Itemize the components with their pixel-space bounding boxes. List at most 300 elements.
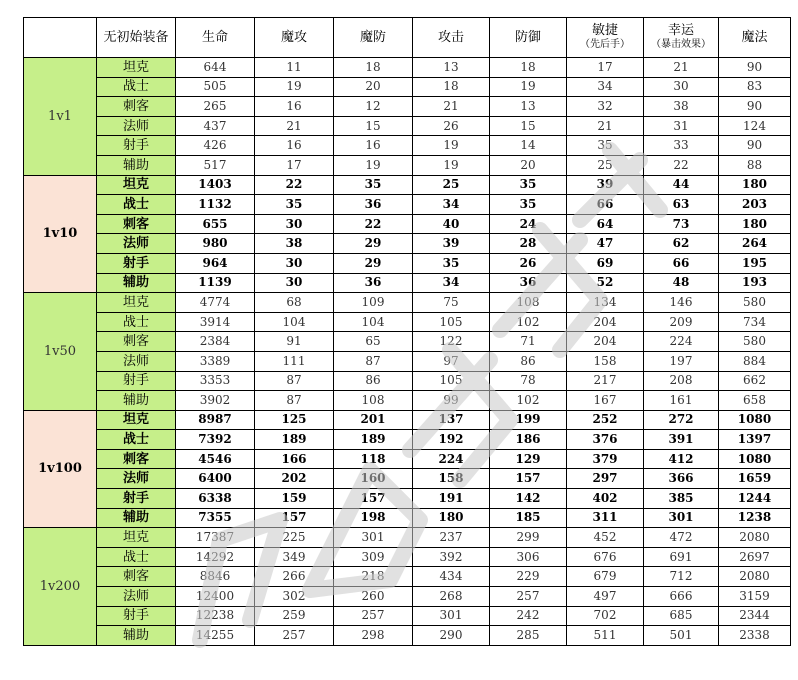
stat-cell: 195 bbox=[719, 253, 791, 273]
stat-cell: 18 bbox=[413, 77, 490, 97]
stat-cell: 189 bbox=[334, 430, 413, 450]
stat-cell: 16 bbox=[255, 136, 334, 156]
stat-cell: 18 bbox=[490, 58, 567, 78]
stat-cell: 497 bbox=[567, 587, 644, 607]
role-cell: 坦克 bbox=[97, 410, 176, 430]
stat-cell: 35 bbox=[255, 195, 334, 215]
table-row bbox=[24, 626, 791, 646]
stat-cell: 86 bbox=[334, 371, 413, 391]
stat-cell: 218 bbox=[334, 567, 413, 587]
table-row bbox=[24, 253, 791, 273]
stat-cell: 702 bbox=[567, 606, 644, 626]
stat-cell: 1080 bbox=[719, 449, 791, 469]
col-header-mana bbox=[719, 18, 791, 58]
stat-cell: 265 bbox=[176, 97, 255, 117]
stat-cell: 237 bbox=[413, 528, 490, 548]
role-cell: 法师 bbox=[97, 234, 176, 254]
level-cell: 1v100 bbox=[24, 410, 97, 528]
table-row bbox=[24, 293, 791, 313]
stat-cell: 26 bbox=[413, 116, 490, 136]
stat-cell: 472 bbox=[644, 528, 719, 548]
stat-cell: 15 bbox=[334, 116, 413, 136]
stat-cell: 2338 bbox=[719, 626, 791, 646]
stat-cell: 391 bbox=[644, 430, 719, 450]
stat-cell: 161 bbox=[644, 391, 719, 411]
stat-cell: 102 bbox=[490, 312, 567, 332]
stat-cell: 13 bbox=[490, 97, 567, 117]
role-column-header: 无初始装备 bbox=[97, 18, 176, 58]
stat-cell: 16 bbox=[334, 136, 413, 156]
stat-cell: 31 bbox=[644, 116, 719, 136]
stat-cell: 266 bbox=[255, 567, 334, 587]
stat-cell: 2080 bbox=[719, 528, 791, 548]
stat-cell: 21 bbox=[413, 97, 490, 117]
role-cell: 辅助 bbox=[97, 391, 176, 411]
stat-cell: 30 bbox=[644, 77, 719, 97]
stat-cell: 14 bbox=[490, 136, 567, 156]
stat-cell: 167 bbox=[567, 391, 644, 411]
stat-cell: 189 bbox=[255, 430, 334, 450]
stat-cell: 118 bbox=[334, 449, 413, 469]
stat-cell: 8846 bbox=[176, 567, 255, 587]
stat-cell: 1132 bbox=[176, 195, 255, 215]
stat-cell: 111 bbox=[255, 351, 334, 371]
col-header-sub: （暴击效果） bbox=[651, 39, 711, 50]
stat-cell: 192 bbox=[413, 430, 490, 450]
table-row bbox=[24, 332, 791, 352]
stat-cell: 19 bbox=[413, 136, 490, 156]
stat-cell: 22 bbox=[644, 155, 719, 175]
stat-cell: 17 bbox=[255, 155, 334, 175]
stat-cell: 66 bbox=[644, 253, 719, 273]
stat-cell: 180 bbox=[719, 214, 791, 234]
stat-cell: 158 bbox=[413, 469, 490, 489]
col-header-label: 防御 bbox=[514, 29, 541, 45]
col-header-label: 魔法 bbox=[741, 29, 768, 45]
stat-cell: 7355 bbox=[176, 508, 255, 528]
stat-cell: 1244 bbox=[719, 489, 791, 509]
stat-cell: 21 bbox=[644, 58, 719, 78]
stat-cell: 186 bbox=[490, 430, 567, 450]
table-row bbox=[24, 195, 791, 215]
stat-cell: 157 bbox=[255, 508, 334, 528]
stat-cell: 349 bbox=[255, 547, 334, 567]
stat-cell: 75 bbox=[413, 293, 490, 313]
stat-cell: 32 bbox=[567, 97, 644, 117]
stat-cell: 91 bbox=[255, 332, 334, 352]
role-cell: 坦克 bbox=[97, 293, 176, 313]
stat-cell: 260 bbox=[334, 587, 413, 607]
stat-cell: 517 bbox=[176, 155, 255, 175]
stat-cell: 18 bbox=[334, 58, 413, 78]
table-row bbox=[24, 410, 791, 430]
stat-cell: 90 bbox=[719, 97, 791, 117]
stat-cell: 21 bbox=[255, 116, 334, 136]
stat-cell: 505 bbox=[176, 77, 255, 97]
stat-cell: 109 bbox=[334, 293, 413, 313]
stat-cell: 644 bbox=[176, 58, 255, 78]
stat-cell: 180 bbox=[413, 508, 490, 528]
stat-cell: 21 bbox=[567, 116, 644, 136]
role-cell: 射手 bbox=[97, 489, 176, 509]
col-header-magic-defense bbox=[334, 18, 413, 58]
stat-cell: 90 bbox=[719, 58, 791, 78]
stat-cell: 285 bbox=[490, 626, 567, 646]
role-cell: 战士 bbox=[97, 547, 176, 567]
stat-cell: 392 bbox=[413, 547, 490, 567]
stat-cell: 20 bbox=[334, 77, 413, 97]
table-row bbox=[24, 77, 791, 97]
table-row bbox=[24, 587, 791, 607]
stat-cell: 209 bbox=[644, 312, 719, 332]
stat-cell: 160 bbox=[334, 469, 413, 489]
col-header-label: 魔防 bbox=[359, 29, 386, 45]
stat-cell: 34 bbox=[567, 77, 644, 97]
role-cell: 战士 bbox=[97, 430, 176, 450]
stat-cell: 22 bbox=[255, 175, 334, 195]
stat-cell: 224 bbox=[413, 449, 490, 469]
stat-cell: 8987 bbox=[176, 410, 255, 430]
stat-cell: 3159 bbox=[719, 587, 791, 607]
stat-cell: 662 bbox=[719, 371, 791, 391]
stat-cell: 298 bbox=[334, 626, 413, 646]
stat-cell: 108 bbox=[334, 391, 413, 411]
stat-cell: 655 bbox=[176, 214, 255, 234]
role-cell: 法师 bbox=[97, 469, 176, 489]
table-row bbox=[24, 606, 791, 626]
table-row bbox=[24, 449, 791, 469]
stat-cell: 259 bbox=[255, 606, 334, 626]
stat-cell: 83 bbox=[719, 77, 791, 97]
stat-cell: 6400 bbox=[176, 469, 255, 489]
stat-cell: 302 bbox=[255, 587, 334, 607]
stat-cell: 412 bbox=[644, 449, 719, 469]
stat-cell: 48 bbox=[644, 273, 719, 293]
stat-cell: 87 bbox=[334, 351, 413, 371]
role-cell: 射手 bbox=[97, 253, 176, 273]
table-row bbox=[24, 175, 791, 195]
stat-cell: 129 bbox=[490, 449, 567, 469]
stat-cell: 22 bbox=[334, 214, 413, 234]
stat-cell: 11 bbox=[255, 58, 334, 78]
role-cell: 射手 bbox=[97, 606, 176, 626]
role-cell: 法师 bbox=[97, 587, 176, 607]
stat-cell: 90 bbox=[719, 136, 791, 156]
stat-cell: 68 bbox=[255, 293, 334, 313]
table-row bbox=[24, 136, 791, 156]
stat-cell: 185 bbox=[490, 508, 567, 528]
table-row bbox=[24, 155, 791, 175]
stat-cell: 437 bbox=[176, 116, 255, 136]
role-cell: 战士 bbox=[97, 312, 176, 332]
stat-cell: 105 bbox=[413, 312, 490, 332]
stat-cell: 434 bbox=[413, 567, 490, 587]
role-cell: 法师 bbox=[97, 351, 176, 371]
stat-cell: 73 bbox=[644, 214, 719, 234]
stat-cell: 201 bbox=[334, 410, 413, 430]
table-row bbox=[24, 214, 791, 234]
stat-cell: 105 bbox=[413, 371, 490, 391]
stat-cell: 191 bbox=[413, 489, 490, 509]
stat-cell: 134 bbox=[567, 293, 644, 313]
stat-cell: 301 bbox=[644, 508, 719, 528]
stat-cell: 1659 bbox=[719, 469, 791, 489]
stat-cell: 28 bbox=[490, 234, 567, 254]
table-row bbox=[24, 430, 791, 450]
table-row bbox=[24, 351, 791, 371]
table-row bbox=[24, 97, 791, 117]
corner-cell bbox=[24, 18, 97, 58]
stat-cell: 137 bbox=[413, 410, 490, 430]
stat-cell: 159 bbox=[255, 489, 334, 509]
col-header-label: 敏捷 bbox=[591, 23, 618, 38]
stat-cell: 47 bbox=[567, 234, 644, 254]
stat-cell: 29 bbox=[334, 234, 413, 254]
stat-cell: 4774 bbox=[176, 293, 255, 313]
col-header-magic-attack bbox=[255, 18, 334, 58]
stat-cell: 691 bbox=[644, 547, 719, 567]
stat-cell: 204 bbox=[567, 332, 644, 352]
stat-cell: 385 bbox=[644, 489, 719, 509]
stat-cell: 4546 bbox=[176, 449, 255, 469]
stat-cell: 35 bbox=[490, 175, 567, 195]
role-cell: 刺客 bbox=[97, 567, 176, 587]
role-cell: 刺客 bbox=[97, 214, 176, 234]
stat-cell: 25 bbox=[567, 155, 644, 175]
col-header-sub: （先后手） bbox=[580, 39, 630, 50]
stat-cell: 66 bbox=[567, 195, 644, 215]
stat-cell: 2344 bbox=[719, 606, 791, 626]
stat-cell: 87 bbox=[255, 391, 334, 411]
role-cell: 辅助 bbox=[97, 273, 176, 293]
stat-cell: 17 bbox=[567, 58, 644, 78]
stat-cell: 125 bbox=[255, 410, 334, 430]
level-cell: 1v200 bbox=[24, 528, 97, 646]
stat-cell: 146 bbox=[644, 293, 719, 313]
stat-cell: 12400 bbox=[176, 587, 255, 607]
role-cell: 战士 bbox=[97, 77, 176, 97]
stat-cell: 225 bbox=[255, 528, 334, 548]
stat-cell: 229 bbox=[490, 567, 567, 587]
col-header-defense bbox=[490, 18, 567, 58]
table-row bbox=[24, 547, 791, 567]
stat-cell: 193 bbox=[719, 273, 791, 293]
col-header-label: 魔攻 bbox=[280, 29, 307, 45]
stat-cell: 1238 bbox=[719, 508, 791, 528]
stat-cell: 35 bbox=[567, 136, 644, 156]
stat-cell: 36 bbox=[334, 273, 413, 293]
role-cell: 射手 bbox=[97, 136, 176, 156]
stat-cell: 16 bbox=[255, 97, 334, 117]
stat-cell: 257 bbox=[490, 587, 567, 607]
stat-cell: 35 bbox=[490, 195, 567, 215]
stats-table bbox=[23, 17, 791, 646]
stat-cell: 376 bbox=[567, 430, 644, 450]
stat-cell: 452 bbox=[567, 528, 644, 548]
stat-cell: 208 bbox=[644, 371, 719, 391]
stat-cell: 12 bbox=[334, 97, 413, 117]
stat-cell: 6338 bbox=[176, 489, 255, 509]
stat-cell: 99 bbox=[413, 391, 490, 411]
stat-cell: 3902 bbox=[176, 391, 255, 411]
stat-cell: 30 bbox=[255, 273, 334, 293]
stat-cell: 64 bbox=[567, 214, 644, 234]
table-row bbox=[24, 312, 791, 332]
stat-cell: 122 bbox=[413, 332, 490, 352]
stat-cell: 36 bbox=[334, 195, 413, 215]
stat-cell: 1139 bbox=[176, 273, 255, 293]
stat-cell: 40 bbox=[413, 214, 490, 234]
stat-cell: 19 bbox=[413, 155, 490, 175]
stat-cell: 52 bbox=[567, 273, 644, 293]
stat-cell: 35 bbox=[334, 175, 413, 195]
stat-cell: 30 bbox=[255, 214, 334, 234]
table-row bbox=[24, 391, 791, 411]
stat-cell: 30 bbox=[255, 253, 334, 273]
stat-cell: 39 bbox=[413, 234, 490, 254]
stat-cell: 104 bbox=[255, 312, 334, 332]
table-row bbox=[24, 273, 791, 293]
stat-cell: 62 bbox=[644, 234, 719, 254]
stat-cell: 2384 bbox=[176, 332, 255, 352]
stat-cell: 36 bbox=[490, 273, 567, 293]
stat-cell: 306 bbox=[490, 547, 567, 567]
stat-cell: 264 bbox=[719, 234, 791, 254]
table-header bbox=[24, 18, 791, 58]
stat-cell: 257 bbox=[334, 606, 413, 626]
table-row bbox=[24, 234, 791, 254]
stat-cell: 1397 bbox=[719, 430, 791, 450]
stat-cell: 301 bbox=[334, 528, 413, 548]
stat-cell: 15 bbox=[490, 116, 567, 136]
col-header-agility bbox=[567, 18, 644, 58]
stat-cell: 65 bbox=[334, 332, 413, 352]
stat-cell: 78 bbox=[490, 371, 567, 391]
stat-cell: 180 bbox=[719, 175, 791, 195]
stat-cell: 19 bbox=[255, 77, 334, 97]
stat-cell: 217 bbox=[567, 371, 644, 391]
stat-cell: 290 bbox=[413, 626, 490, 646]
stat-cell: 166 bbox=[255, 449, 334, 469]
stat-cell: 309 bbox=[334, 547, 413, 567]
role-cell: 辅助 bbox=[97, 626, 176, 646]
stat-cell: 14292 bbox=[176, 547, 255, 567]
table-row bbox=[24, 469, 791, 489]
stat-cell: 580 bbox=[719, 293, 791, 313]
role-cell: 坦克 bbox=[97, 58, 176, 78]
stat-cell: 224 bbox=[644, 332, 719, 352]
level-cell: 1v1 bbox=[24, 58, 97, 176]
stat-cell: 402 bbox=[567, 489, 644, 509]
stat-cell: 272 bbox=[644, 410, 719, 430]
stat-cell: 38 bbox=[644, 97, 719, 117]
stat-cell: 19 bbox=[490, 77, 567, 97]
stat-cell: 14255 bbox=[176, 626, 255, 646]
table-row bbox=[24, 508, 791, 528]
table-row bbox=[24, 58, 791, 78]
stat-cell: 104 bbox=[334, 312, 413, 332]
table-row bbox=[24, 567, 791, 587]
stat-cell: 268 bbox=[413, 587, 490, 607]
stat-cell: 197 bbox=[644, 351, 719, 371]
stat-cell: 34 bbox=[413, 195, 490, 215]
stat-cell: 666 bbox=[644, 587, 719, 607]
role-cell: 法师 bbox=[97, 116, 176, 136]
stat-cell: 7392 bbox=[176, 430, 255, 450]
stat-cell: 12238 bbox=[176, 606, 255, 626]
stat-cell: 158 bbox=[567, 351, 644, 371]
stat-cell: 301 bbox=[413, 606, 490, 626]
stat-cell: 3389 bbox=[176, 351, 255, 371]
stat-cell: 734 bbox=[719, 312, 791, 332]
stat-cell: 199 bbox=[490, 410, 567, 430]
role-cell: 辅助 bbox=[97, 508, 176, 528]
table-row bbox=[24, 116, 791, 136]
role-cell: 刺客 bbox=[97, 449, 176, 469]
level-cell: 1v10 bbox=[24, 175, 97, 293]
stat-cell: 63 bbox=[644, 195, 719, 215]
stat-cell: 679 bbox=[567, 567, 644, 587]
table-row bbox=[24, 371, 791, 391]
stat-cell: 157 bbox=[490, 469, 567, 489]
header-row bbox=[24, 18, 791, 58]
stat-cell: 142 bbox=[490, 489, 567, 509]
stat-cell: 501 bbox=[644, 626, 719, 646]
stat-cell: 2080 bbox=[719, 567, 791, 587]
stat-cell: 19 bbox=[334, 155, 413, 175]
stat-cell: 884 bbox=[719, 351, 791, 371]
stat-cell: 252 bbox=[567, 410, 644, 430]
stat-cell: 311 bbox=[567, 508, 644, 528]
table-row bbox=[24, 489, 791, 509]
stat-cell: 712 bbox=[644, 567, 719, 587]
stat-cell: 203 bbox=[719, 195, 791, 215]
stat-cell: 97 bbox=[413, 351, 490, 371]
stat-cell: 69 bbox=[567, 253, 644, 273]
stat-cell: 511 bbox=[567, 626, 644, 646]
stat-cell: 580 bbox=[719, 332, 791, 352]
stat-cell: 426 bbox=[176, 136, 255, 156]
col-header-label: 生命 bbox=[201, 29, 228, 45]
stat-cell: 685 bbox=[644, 606, 719, 626]
stat-cell: 157 bbox=[334, 489, 413, 509]
col-header-attack bbox=[413, 18, 490, 58]
stat-cell: 25 bbox=[413, 175, 490, 195]
role-cell: 射手 bbox=[97, 371, 176, 391]
stat-cell: 17387 bbox=[176, 528, 255, 548]
role-cell: 刺客 bbox=[97, 332, 176, 352]
stat-cell: 44 bbox=[644, 175, 719, 195]
stat-cell: 38 bbox=[255, 234, 334, 254]
stat-cell: 24 bbox=[490, 214, 567, 234]
role-cell: 辅助 bbox=[97, 155, 176, 175]
stat-cell: 980 bbox=[176, 234, 255, 254]
col-header-hp bbox=[176, 18, 255, 58]
stat-cell: 124 bbox=[719, 116, 791, 136]
stat-cell: 366 bbox=[644, 469, 719, 489]
stat-cell: 39 bbox=[567, 175, 644, 195]
table-body bbox=[24, 58, 791, 646]
stat-cell: 26 bbox=[490, 253, 567, 273]
role-cell: 战士 bbox=[97, 195, 176, 215]
col-header-label: 攻击 bbox=[437, 29, 464, 45]
col-header-label: 幸运 bbox=[667, 23, 694, 38]
stat-cell: 108 bbox=[490, 293, 567, 313]
table-row bbox=[24, 528, 791, 548]
stat-cell: 35 bbox=[413, 253, 490, 273]
stat-cell: 3353 bbox=[176, 371, 255, 391]
stat-cell: 198 bbox=[334, 508, 413, 528]
